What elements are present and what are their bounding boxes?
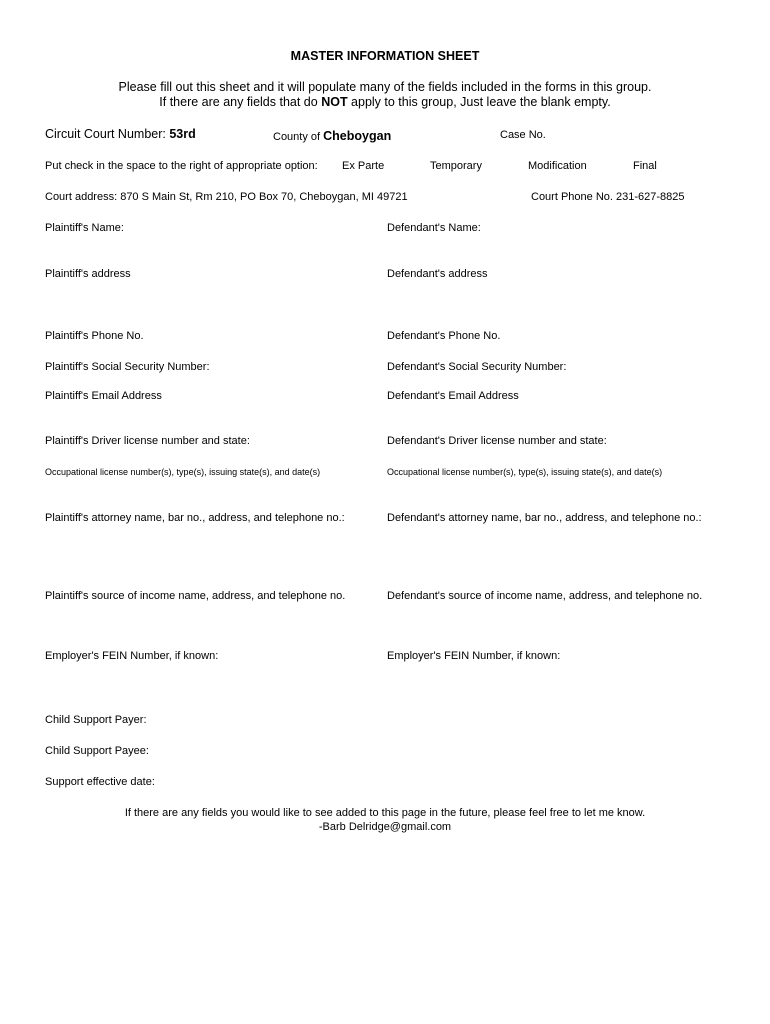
plaintiff-ssn-label: Plaintiff's Social Security Number: [45,361,210,373]
option-modification: Modification [528,160,587,172]
option-ex-parte: Ex Parte [342,160,385,172]
plaintiff-phone-label: Plaintiff's Phone No. [45,330,144,342]
intro-line-1: Please fill out this sheet and it will populate many of the fields included in the forms in this group. [118,80,652,94]
intro-line-2-post: apply to this group, Just leave the blank empty. [347,95,611,109]
circuit-court-label: Circuit Court Number: [45,127,170,141]
plaintiff-license-label: Plaintiff's Driver license number and state: [45,435,250,447]
county-value: Cheboygan [323,129,392,143]
circuit-court-number [45,128,196,141]
plaintiff-name-label: Plaintiff's Name: [45,222,124,234]
footer-note: If there are any fields you would like to see added to this page in the future, please feel free to let me know. [124,807,646,819]
county-label: County of [273,131,324,143]
child-support-payer-label: Child Support Payer: [45,714,147,726]
court-address: Court address: 870 S Main St, Rm 210, PO Box 70, Cheboygan, MI 49721 [45,191,408,203]
defendant-name-label: Defendant's Name: [387,222,481,234]
defendant-ssn-label: Defendant's Social Security Number: [387,361,567,373]
plaintiff-fein-label: Employer's FEIN Number, if known: [45,650,219,662]
child-support-payee-label: Child Support Payee: [45,745,149,757]
plaintiff-address-label: Plaintiff's address [45,268,131,280]
case-number-label: Case No. [500,129,546,141]
plaintiff-email-label: Plaintiff's Email Address [45,390,162,402]
intro-line-2 [0,96,770,109]
court-phone: Court Phone No. 231-627-8825 [531,191,685,203]
defendant-income-label: Defendant's source of income name, address, and telephone no. [387,590,703,602]
defendant-attorney-label: Defendant's attorney name, bar no., address, and telephone no.: [387,512,702,524]
county [273,128,391,144]
intro-line-2-bold: NOT [321,95,348,109]
page-title: MASTER INFORMATION SHEET [290,49,480,63]
defendant-occupational-label: Occupational license number(s), type(s), issuing state(s), and date(s) [387,467,663,477]
intro-line-2-pre: If there are any fields that do [159,95,322,109]
footer-contact: -Barb Delridge@gmail.com [318,821,452,833]
plaintiff-attorney-label: Plaintiff's attorney name, bar no., address, and telephone no.: [45,512,345,524]
support-effective-date-label: Support effective date: [45,776,155,788]
option-temporary: Temporary [430,160,482,172]
plaintiff-occupational-label: Occupational license number(s), type(s), issuing state(s), and date(s) [45,467,321,477]
options-prompt: Put check in the space to the right of appropriate option: [45,160,318,172]
option-final: Final [633,160,657,172]
circuit-court-value: 53rd [169,127,196,141]
defendant-license-label: Defendant's Driver license number and state: [387,435,607,447]
defendant-address-label: Defendant's address [387,268,488,280]
defendant-email-label: Defendant's Email Address [387,390,519,402]
defendant-fein-label: Employer's FEIN Number, if known: [387,650,561,662]
defendant-phone-label: Defendant's Phone No. [387,330,501,342]
plaintiff-income-label: Plaintiff's source of income name, address, and telephone no. [45,590,346,602]
